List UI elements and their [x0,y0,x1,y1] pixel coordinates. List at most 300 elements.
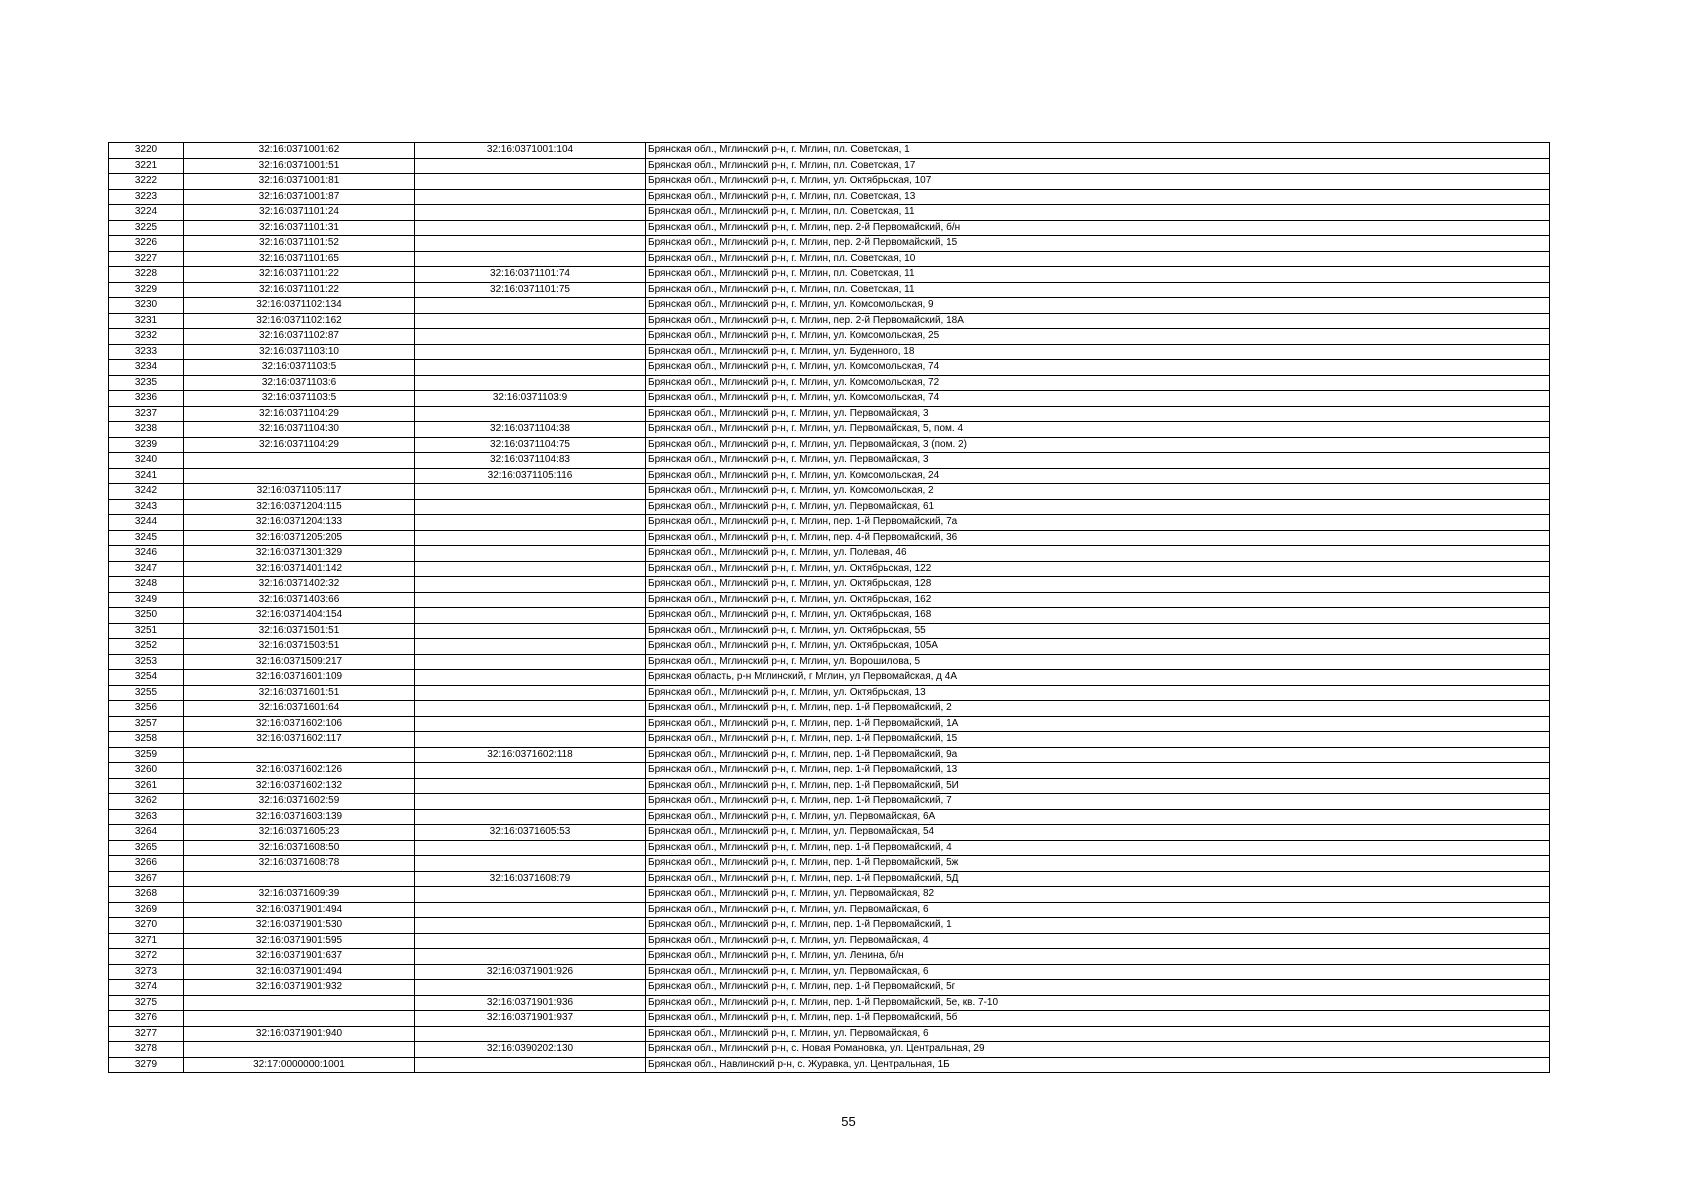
related-cadastral-number-cell [415,189,646,205]
table-row [109,995,1550,1011]
row-number-cell: 3232 [109,329,184,345]
cadastral-number-cell: 32:16:0371901:940 [184,1026,415,1042]
cadastral-number-cell [184,747,415,763]
address-cell: Брянская обл., Мглинский р-н, г. Мглин, ул. Октябрьская, 105А [646,639,1550,655]
row-number-cell: 3231 [109,313,184,329]
cadastral-number-cell: 32:16:0371103:6 [184,375,415,391]
row-number-cell: 3267 [109,871,184,887]
row-number-cell: 3257 [109,716,184,732]
related-cadastral-number-cell: 32:16:0371103:9 [415,391,646,407]
cadastral-number-cell: 32:16:0371403:66 [184,592,415,608]
address-cell: Брянская обл., Мглинский р-н, г. Мглин, ул. Комсомольская, 74 [646,391,1550,407]
cadastral-number-cell [184,1011,415,1027]
row-number-cell: 3271 [109,933,184,949]
address-cell: Брянская обл., Навлинский р-н, с. Журавка, ул. Центральная, 1Б [646,1057,1550,1073]
related-cadastral-number-cell [415,840,646,856]
table-row [109,732,1550,748]
address-cell: Брянская обл., Мглинский р-н, г. Мглин, ул. Комсомольская, 2 [646,484,1550,500]
related-cadastral-number-cell [415,902,646,918]
address-cell: Брянская обл., Мглинский р-н, г. Мглин, пер. 1-й Первомайский, 2 [646,701,1550,717]
table-row [109,902,1550,918]
table-row [109,685,1550,701]
related-cadastral-number-cell [415,980,646,996]
cadastral-number-cell: 32:16:0371105:117 [184,484,415,500]
table-row [109,205,1550,221]
row-number-cell: 3240 [109,453,184,469]
table-row [109,623,1550,639]
row-number-cell: 3262 [109,794,184,810]
table-row [109,949,1550,965]
address-cell: Брянская обл., Мглинский р-н, г. Мглин, ул. Первомайская, 3 [646,453,1550,469]
related-cadastral-number-cell: 32:16:0371104:38 [415,422,646,438]
related-cadastral-number-cell [415,670,646,686]
row-number-cell: 3266 [109,856,184,872]
related-cadastral-number-cell: 32:16:0371901:937 [415,1011,646,1027]
address-cell: Брянская обл., Мглинский р-н, г. Мглин, ул. Первомайская, 3 [646,406,1550,422]
related-cadastral-number-cell [415,158,646,174]
cadastral-number-cell: 32:16:0371103:5 [184,391,415,407]
cadastral-number-cell: 32:16:0371601:109 [184,670,415,686]
cadastral-number-cell: 32:16:0371901:932 [184,980,415,996]
address-cell: Брянская обл., Мглинский р-н, г. Мглин, ул. Октябрьская, 55 [646,623,1550,639]
row-number-cell: 3255 [109,685,184,701]
cadastral-number-cell: 32:16:0371601:64 [184,701,415,717]
address-cell: Брянская обл., Мглинский р-н, г. Мглин, пер. 1-й Первомайский, 5Д [646,871,1550,887]
address-cell: Брянская обл., Мглинский р-н, г. Мглин, ул. Первомайская, 5, пом. 4 [646,422,1550,438]
row-number-cell: 3238 [109,422,184,438]
related-cadastral-number-cell [415,933,646,949]
row-number-cell: 3277 [109,1026,184,1042]
related-cadastral-number-cell [415,205,646,221]
cadastral-number-cell: 32:16:0371608:78 [184,856,415,872]
row-number-cell: 3229 [109,282,184,298]
table-row [109,437,1550,453]
address-cell: Брянская обл., Мглинский р-н, г. Мглин, ул. Полевая, 46 [646,546,1550,562]
address-cell: Брянская обл., Мглинский р-н, г. Мглин, ул. Первомайская, 6 [646,902,1550,918]
address-cell: Брянская обл., Мглинский р-н, г. Мглин, ул. Октябрьская, 13 [646,685,1550,701]
table-row [109,964,1550,980]
cadastral-number-cell: 32:16:0371601:51 [184,685,415,701]
table-row [109,918,1550,934]
row-number-cell: 3252 [109,639,184,655]
address-cell: Брянская обл., Мглинский р-н, г. Мглин, пер. 1-й Первомайский, 15 [646,732,1550,748]
row-number-cell: 3225 [109,220,184,236]
related-cadastral-number-cell [415,406,646,422]
address-cell: Брянская обл., Мглинский р-н, г. Мглин, пл. Советская, 11 [646,267,1550,283]
related-cadastral-number-cell [415,1026,646,1042]
address-cell: Брянская обл., Мглинский р-н, г. Мглин, ул. Комсомольская, 24 [646,468,1550,484]
table-row [109,980,1550,996]
table-row [109,267,1550,283]
table-row [109,840,1550,856]
address-cell: Брянская обл., Мглинский р-н, г. Мглин, ул. Ворошилова, 5 [646,654,1550,670]
related-cadastral-number-cell [415,499,646,515]
related-cadastral-number-cell [415,716,646,732]
address-cell: Брянская область, р-н Мглинский, г Мглин, ул Первомайская, д 4А [646,670,1550,686]
row-number-cell: 3221 [109,158,184,174]
table-row [109,871,1550,887]
related-cadastral-number-cell [415,592,646,608]
address-cell: Брянская обл., Мглинский р-н, г. Мглин, пер. 2-й Первомайский, б/н [646,220,1550,236]
address-cell: Брянская обл., Мглинский р-н, г. Мглин, ул. Комсомольская, 25 [646,329,1550,345]
table-row [109,329,1550,345]
address-cell: Брянская обл., Мглинский р-н, г. Мглин, пл. Советская, 11 [646,282,1550,298]
address-cell: Брянская обл., Мглинский р-н, г. Мглин, пер. 1-й Первомайский, 7а [646,515,1550,531]
row-number-cell: 3239 [109,437,184,453]
row-number-cell: 3223 [109,189,184,205]
row-number-cell: 3220 [109,143,184,159]
address-cell: Брянская обл., Мглинский р-н, г. Мглин, ул. Первомайская, 54 [646,825,1550,841]
related-cadastral-number-cell [415,608,646,624]
table-row [109,701,1550,717]
address-cell: Брянская обл., Мглинский р-н, г. Мглин, ул. Первомайская, 6 [646,964,1550,980]
cadastral-number-cell [184,1042,415,1058]
table-row [109,856,1550,872]
address-cell: Брянская обл., Мглинский р-н, г. Мглин, пер. 4-й Первомайский, 36 [646,530,1550,546]
cadastral-number-cell: 32:16:0371204:133 [184,515,415,531]
related-cadastral-number-cell [415,685,646,701]
address-cell: Брянская обл., Мглинский р-н, г. Мглин, ул. Октябрьская, 168 [646,608,1550,624]
address-cell: Брянская обл., Мглинский р-н, г. Мглин, пл. Советская, 1 [646,143,1550,159]
related-cadastral-number-cell: 32:16:0371602:118 [415,747,646,763]
table-row [109,1011,1550,1027]
cadastral-number-cell: 32:16:0371001:51 [184,158,415,174]
related-cadastral-number-cell [415,918,646,934]
related-cadastral-number-cell [415,763,646,779]
address-cell: Брянская обл., Мглинский р-н, г. Мглин, ул. Первомайская, 4 [646,933,1550,949]
address-cell: Брянская обл., Мглинский р-н, г. Мглин, ул. Октябрьская, 107 [646,174,1550,190]
cadastral-number-cell: 32:16:0371101:24 [184,205,415,221]
table-row [109,220,1550,236]
related-cadastral-number-cell [415,623,646,639]
related-cadastral-number-cell [415,949,646,965]
address-cell: Брянская обл., Мглинский р-н, г. Мглин, пер. 1-й Первомайский, 9а [646,747,1550,763]
address-cell: Брянская обл., Мглинский р-н, г. Мглин, пер. 1-й Первомайский, 7 [646,794,1550,810]
page-number: 55 [841,1114,856,1129]
cadastral-number-cell: 32:16:0371103:5 [184,360,415,376]
cadastral-number-cell: 32:16:0371101:65 [184,251,415,267]
row-number-cell: 3259 [109,747,184,763]
address-cell: Брянская обл., Мглинский р-н, г. Мглин, пер. 1-й Первомайский, 5г [646,980,1550,996]
address-cell: Брянская обл., Мглинский р-н, г. Мглин, пл. Советская, 17 [646,158,1550,174]
related-cadastral-number-cell [415,732,646,748]
cadastral-number-cell: 32:16:0371204:115 [184,499,415,515]
related-cadastral-number-cell [415,546,646,562]
related-cadastral-number-cell: 32:16:0371608:79 [415,871,646,887]
table-row [109,794,1550,810]
cadastral-number-cell: 32:16:0371101:52 [184,236,415,252]
cadastral-number-cell: 32:16:0371102:87 [184,329,415,345]
row-number-cell: 3261 [109,778,184,794]
table-row [109,375,1550,391]
related-cadastral-number-cell: 32:16:0371101:75 [415,282,646,298]
row-number-cell: 3226 [109,236,184,252]
row-number-cell: 3237 [109,406,184,422]
table-row [109,592,1550,608]
related-cadastral-number-cell: 32:16:0390202:130 [415,1042,646,1058]
address-cell: Брянская обл., Мглинский р-н, г. Мглин, пл. Советская, 11 [646,205,1550,221]
cadastral-number-cell: 32:16:0371602:132 [184,778,415,794]
cadastral-number-cell: 32:16:0371503:51 [184,639,415,655]
address-cell: Брянская обл., Мглинский р-н, г. Мглин, пер. 2-й Первомайский, 18А [646,313,1550,329]
row-number-cell: 3250 [109,608,184,624]
related-cadastral-number-cell [415,174,646,190]
cadastral-number-cell: 32:16:0371602:106 [184,716,415,732]
address-cell: Брянская обл., Мглинский р-н, г. Мглин, ул. Ленина, б/н [646,949,1550,965]
table-row [109,251,1550,267]
address-cell: Брянская обл., Мглинский р-н, г. Мглин, ул. Комсомольская, 72 [646,375,1550,391]
cadastral-number-cell: 32:16:0371402:32 [184,577,415,593]
table-row [109,174,1550,190]
related-cadastral-number-cell: 32:16:0371605:53 [415,825,646,841]
related-cadastral-number-cell [415,360,646,376]
address-cell: Брянская обл., Мглинский р-н, г. Мглин, ул. Первомайская, 3 (пом. 2) [646,437,1550,453]
table-row [109,468,1550,484]
cadastral-number-cell: 32:16:0371301:329 [184,546,415,562]
address-cell: Брянская обл., Мглинский р-н, г. Мглин, ул. Первомайская, 6А [646,809,1550,825]
related-cadastral-number-cell [415,856,646,872]
row-number-cell: 3268 [109,887,184,903]
row-number-cell: 3244 [109,515,184,531]
cadastral-number-cell: 32:16:0371401:142 [184,561,415,577]
registry-table-body [109,143,1550,1073]
row-number-cell: 3275 [109,995,184,1011]
row-number-cell: 3251 [109,623,184,639]
related-cadastral-number-cell: 32:16:0371104:75 [415,437,646,453]
related-cadastral-number-cell [415,1057,646,1073]
table-row [109,530,1550,546]
cadastral-number-cell: 32:16:0371901:494 [184,964,415,980]
row-number-cell: 3233 [109,344,184,360]
cadastral-number-cell [184,453,415,469]
cadastral-number-cell: 32:16:0371104:29 [184,406,415,422]
cadastral-number-cell: 32:16:0371602:117 [184,732,415,748]
address-cell: Брянская обл., Мглинский р-н, г. Мглин, пер. 2-й Первомайский, 15 [646,236,1550,252]
row-number-cell: 3256 [109,701,184,717]
address-cell: Брянская обл., Мглинский р-н, г. Мглин, ул. Комсомольская, 74 [646,360,1550,376]
table-row [109,236,1550,252]
related-cadastral-number-cell [415,251,646,267]
cadastral-number-cell: 32:16:0371102:162 [184,313,415,329]
table-row [109,484,1550,500]
table-row [109,391,1550,407]
address-cell: Брянская обл., Мглинский р-н, г. Мглин, ул. Первомайская, 6 [646,1026,1550,1042]
address-cell: Брянская обл., Мглинский р-н, г. Мглин, пер. 1-й Первомайский, 5И [646,778,1550,794]
table-row [109,1042,1550,1058]
table-row [109,763,1550,779]
cadastral-number-cell: 32:16:0371901:637 [184,949,415,965]
table-row [109,825,1550,841]
cadastral-number-cell: 32:16:0371603:139 [184,809,415,825]
cadastral-number-cell: 32:16:0371101:22 [184,282,415,298]
address-cell: Брянская обл., Мглинский р-н, г. Мглин, ул. Октябрьская, 122 [646,561,1550,577]
registry-table [108,142,1550,1073]
table-row [109,1057,1550,1073]
cadastral-number-cell: 32:16:0371901:494 [184,902,415,918]
cadastral-number-cell [184,468,415,484]
cadastral-number-cell: 32:16:0371605:23 [184,825,415,841]
table-row [109,809,1550,825]
cadastral-number-cell: 32:16:0371102:134 [184,298,415,314]
row-number-cell: 3246 [109,546,184,562]
related-cadastral-number-cell [415,778,646,794]
cadastral-number-cell: 32:16:0371101:22 [184,267,415,283]
address-cell: Брянская обл., Мглинский р-н, г. Мглин, ул. Октябрьская, 162 [646,592,1550,608]
related-cadastral-number-cell [415,329,646,345]
row-number-cell: 3278 [109,1042,184,1058]
address-cell: Брянская обл., Мглинский р-н, г. Мглин, пер. 1-й Первомайский, 5е, кв. 7-10 [646,995,1550,1011]
related-cadastral-number-cell [415,887,646,903]
address-cell: Брянская обл., Мглинский р-н, г. Мглин, пер. 1-й Первомайский, 1 [646,918,1550,934]
row-number-cell: 3272 [109,949,184,965]
table-row [109,577,1550,593]
row-number-cell: 3242 [109,484,184,500]
address-cell: Брянская обл., Мглинский р-н, г. Мглин, ул. Буденного, 18 [646,344,1550,360]
row-number-cell: 3269 [109,902,184,918]
related-cadastral-number-cell [415,530,646,546]
address-cell: Брянская обл., Мглинский р-н, г. Мглин, ул. Первомайская, 82 [646,887,1550,903]
cadastral-number-cell: 32:16:0371509:217 [184,654,415,670]
related-cadastral-number-cell [415,484,646,500]
related-cadastral-number-cell: 32:16:0371101:74 [415,267,646,283]
cadastral-number-cell: 32:16:0371205:205 [184,530,415,546]
row-number-cell: 3245 [109,530,184,546]
table-row [109,453,1550,469]
row-number-cell: 3228 [109,267,184,283]
row-number-cell: 3279 [109,1057,184,1073]
row-number-cell: 3236 [109,391,184,407]
row-number-cell: 3265 [109,840,184,856]
row-number-cell: 3243 [109,499,184,515]
row-number-cell: 3274 [109,980,184,996]
table-row [109,670,1550,686]
table-row [109,639,1550,655]
table-row [109,158,1550,174]
table-row [109,422,1550,438]
table-row [109,515,1550,531]
address-cell: Брянская обл., Мглинский р-н, с. Новая Романовка, ул. Центральная, 29 [646,1042,1550,1058]
related-cadastral-number-cell [415,220,646,236]
row-number-cell: 3258 [109,732,184,748]
related-cadastral-number-cell: 32:16:0371001:104 [415,143,646,159]
table-row [109,298,1550,314]
address-cell: Брянская обл., Мглинский р-н, г. Мглин, ул. Октябрьская, 128 [646,577,1550,593]
table-row [109,654,1550,670]
related-cadastral-number-cell [415,701,646,717]
related-cadastral-number-cell [415,654,646,670]
cadastral-number-cell: 32:16:0371609:39 [184,887,415,903]
table-row [109,313,1550,329]
related-cadastral-number-cell [415,236,646,252]
related-cadastral-number-cell [415,639,646,655]
related-cadastral-number-cell [415,794,646,810]
related-cadastral-number-cell: 32:16:0371104:83 [415,453,646,469]
table-row [109,747,1550,763]
row-number-cell: 3276 [109,1011,184,1027]
row-number-cell: 3253 [109,654,184,670]
related-cadastral-number-cell [415,344,646,360]
table-row [109,344,1550,360]
row-number-cell: 3248 [109,577,184,593]
related-cadastral-number-cell [415,313,646,329]
cadastral-number-cell [184,871,415,887]
row-number-cell: 3241 [109,468,184,484]
row-number-cell: 3224 [109,205,184,221]
row-number-cell: 3249 [109,592,184,608]
related-cadastral-number-cell [415,561,646,577]
cadastral-number-cell: 32:16:0371101:31 [184,220,415,236]
table-row [109,282,1550,298]
row-number-cell: 3247 [109,561,184,577]
row-number-cell: 3230 [109,298,184,314]
row-number-cell: 3234 [109,360,184,376]
table-row [109,546,1550,562]
table-row [109,406,1550,422]
cadastral-number-cell: 32:16:0371001:62 [184,143,415,159]
row-number-cell: 3273 [109,964,184,980]
related-cadastral-number-cell [415,298,646,314]
table-row [109,716,1550,732]
row-number-cell: 3227 [109,251,184,267]
row-number-cell: 3263 [109,809,184,825]
related-cadastral-number-cell [415,375,646,391]
cadastral-number-cell: 32:16:0371001:81 [184,174,415,190]
table-row [109,608,1550,624]
cadastral-number-cell: 32:17:0000000:1001 [184,1057,415,1073]
related-cadastral-number-cell [415,809,646,825]
address-cell: Брянская обл., Мглинский р-н, г. Мглин, ул. Первомайская, 61 [646,499,1550,515]
address-cell: Брянская обл., Мглинский р-н, г. Мглин, ул. Комсомольская, 9 [646,298,1550,314]
address-cell: Брянская обл., Мглинский р-н, г. Мглин, пл. Советская, 10 [646,251,1550,267]
row-number-cell: 3260 [109,763,184,779]
address-cell: Брянская обл., Мглинский р-н, г. Мглин, пер. 1-й Первомайский, 13 [646,763,1550,779]
address-cell: Брянская обл., Мглинский р-н, г. Мглин, пер. 1-й Первомайский, 4 [646,840,1550,856]
table-row [109,1026,1550,1042]
row-number-cell: 3222 [109,174,184,190]
table-row [109,143,1550,159]
address-cell: Брянская обл., Мглинский р-н, г. Мглин, пер. 1-й Первомайский, 5ж [646,856,1550,872]
related-cadastral-number-cell [415,577,646,593]
table-row [109,360,1550,376]
cadastral-number-cell: 32:16:0371104:29 [184,437,415,453]
row-number-cell: 3235 [109,375,184,391]
address-cell: Брянская обл., Мглинский р-н, г. Мглин, пл. Советская, 13 [646,189,1550,205]
table-row [109,561,1550,577]
row-number-cell: 3270 [109,918,184,934]
cadastral-number-cell: 32:16:0371104:30 [184,422,415,438]
row-number-cell: 3264 [109,825,184,841]
cadastral-number-cell: 32:16:0371602:126 [184,763,415,779]
cadastral-number-cell: 32:16:0371901:530 [184,918,415,934]
row-number-cell: 3254 [109,670,184,686]
cadastral-number-cell: 32:16:0371501:51 [184,623,415,639]
table-row [109,887,1550,903]
address-cell: Брянская обл., Мглинский р-н, г. Мглин, пер. 1-й Первомайский, 1А [646,716,1550,732]
cadastral-number-cell: 32:16:0371901:595 [184,933,415,949]
table-row [109,499,1550,515]
table-row [109,933,1550,949]
cadastral-number-cell: 32:16:0371001:87 [184,189,415,205]
related-cadastral-number-cell: 32:16:0371901:936 [415,995,646,1011]
address-cell: Брянская обл., Мглинский р-н, г. Мглин, пер. 1-й Первомайский, 5б [646,1011,1550,1027]
table-row [109,189,1550,205]
cadastral-number-cell: 32:16:0371404:154 [184,608,415,624]
cadastral-number-cell: 32:16:0371608:50 [184,840,415,856]
related-cadastral-number-cell: 32:16:0371901:926 [415,964,646,980]
cadastral-number-cell [184,995,415,1011]
related-cadastral-number-cell [415,515,646,531]
related-cadastral-number-cell: 32:16:0371105:116 [415,468,646,484]
